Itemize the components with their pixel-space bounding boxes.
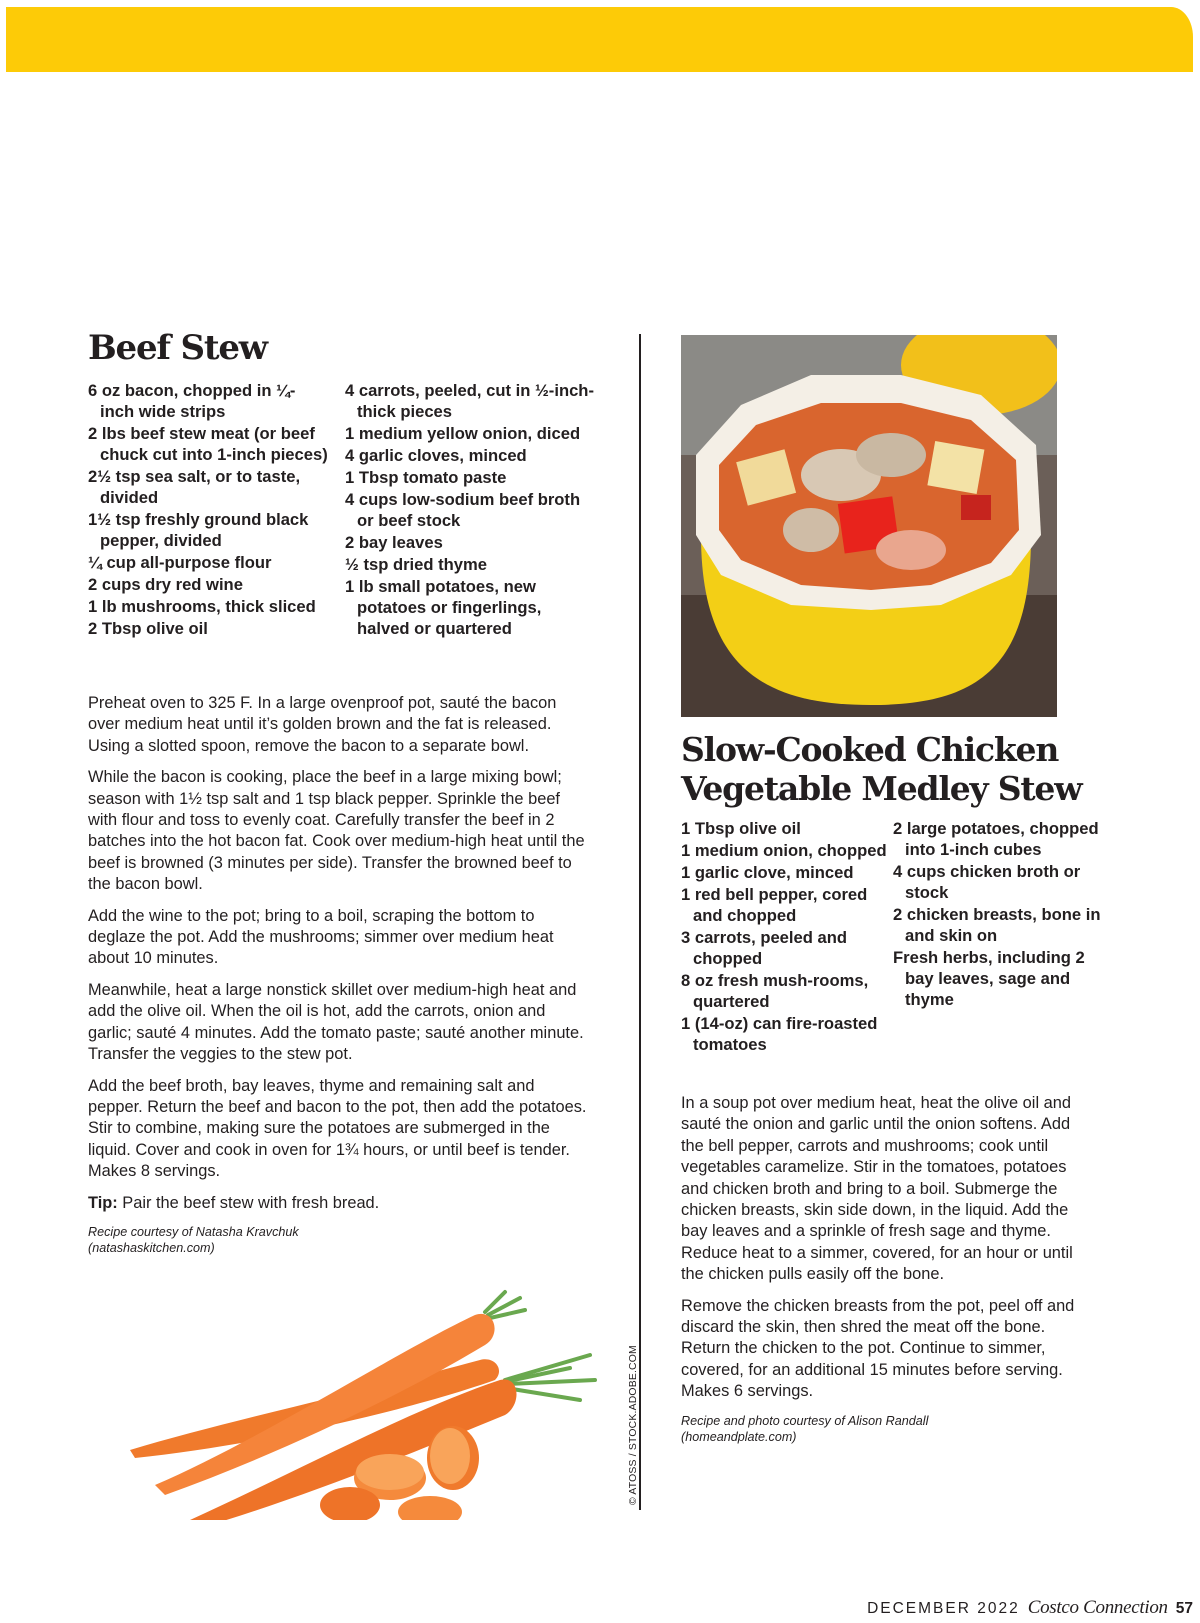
ingredient: 1 Tbsp olive oil (681, 819, 801, 838)
direction-step: Preheat oven to 325 F. In a large ovenproof pot, sauté the bacon over medium heat until it’s golden brown and the fat is released. Using a slotted spoon, remove the bacon to a separate bowl. (88, 694, 557, 755)
chicken-ingredients-col2 (893, 818, 1103, 1011)
beef-ingredients-col2 (345, 380, 595, 640)
title-line: Slow-Cooked Chicken (681, 730, 1059, 769)
title-line: Vegetable Medley Stew (681, 769, 1082, 808)
chicken-stew-title (681, 730, 1111, 808)
direction-step: Remove the chicken breasts from the pot, peel off and discard the skin, then shred the meat off the bone. Return the chicken to the pot. Continue to simmer, covered, for an additional 15 minutes before serving. Makes 6 servings. (681, 1296, 1075, 1401)
ingredient: 8 oz fresh mush-rooms, quartered (681, 971, 869, 1011)
beef-stew-tip (88, 1193, 588, 1214)
direction-step: Add the beef broth, bay leaves, thyme and remaining salt and pepper. Return the beef and bacon to the pot, then add the potatoes. Stir to combine, making sure the potatoes are submerged in the liquid. Cover and cook in oven for 1¾ hours, or until beef is tender. Makes 8 servings. (88, 1076, 587, 1181)
ingredient: 1 garlic clove, minced (681, 863, 854, 882)
credit-website: (homeandplate.com) (681, 1429, 797, 1444)
beef-stew-directions (88, 693, 588, 1256)
ingredient: 2 lbs beef stew meat (or beef chuck cut into 1-inch pieces) (88, 424, 328, 464)
chicken-ingredients-col1 (681, 818, 891, 1056)
ingredient: ¼ cup all-purpose flour (88, 553, 272, 572)
carrots-photo (110, 1280, 610, 1520)
ingredient: 2 large potatoes, chopped into 1-inch cubes (893, 819, 1099, 859)
ingredient: 1 lb small potatoes, new potatoes or fingerlings, halved or quartered (345, 577, 542, 638)
ingredient: 1 (14-oz) can fire-roasted tomatoes (681, 1014, 878, 1054)
credit-author: Recipe courtesy of Natasha Kravchuk (88, 1224, 299, 1239)
magazine-name: Costco Connection (1027, 1597, 1168, 1618)
page-footer (867, 1597, 1193, 1619)
tip-text: Pair the beef stew with fresh bread. (117, 1193, 380, 1212)
tip-label: Tip: (88, 1193, 118, 1212)
chicken-stew-credit (681, 1413, 1081, 1445)
issue-date: DECEMBER 2022 (867, 1600, 1020, 1617)
credit-author: Recipe and photo courtesy of Alison Randall (681, 1413, 929, 1428)
credit-website: (natashaskitchen.com) (88, 1240, 215, 1255)
ingredient: 1 Tbsp tomato paste (345, 468, 507, 487)
ingredient: 2½ tsp sea salt, or to taste, divided (88, 467, 301, 507)
ingredient: 4 carrots, peeled, cut in ½-inch-thick pieces (345, 381, 594, 421)
ingredient: 6 oz bacon, chopped in ¼-inch wide strips (88, 381, 296, 421)
ingredient: Fresh herbs, including 2 bay leaves, sage and thyme (893, 948, 1085, 1009)
chicken-stew-photo (681, 335, 1057, 717)
header-color-bar (6, 7, 1193, 72)
chicken-stew-directions (681, 1093, 1081, 1445)
column-divider (639, 334, 641, 1510)
ingredient: 2 bay leaves (345, 533, 443, 552)
ingredient: 2 cups dry red wine (88, 575, 243, 594)
beef-ingredients-col1 (88, 380, 328, 640)
ingredient: 3 carrots, peeled and chopped (681, 928, 848, 968)
direction-step: Meanwhile, heat a large nonstick skillet over medium-high heat and add the olive oil. When the oil is hot, add the carrots, onion and garlic; sauté 4 minutes. Add the tomato paste; sauté another minute. Transfer the veggies to the stew pot. (88, 980, 584, 1064)
ingredient: ½ tsp dried thyme (345, 555, 488, 574)
ingredient: 1½ tsp freshly ground black pepper, divided (88, 510, 309, 550)
page-number: 57 (1175, 1600, 1193, 1617)
beef-stew-credit (88, 1224, 588, 1256)
direction-step: In a soup pot over medium heat, heat the olive oil and sauté the onion and garlic until the onion softens. Add the bell pepper, carrots and mushrooms; cook until vegetables caramelize. Stir in the tomatoes, potatoes and chicken broth and bring to a boil. Submerge the chicken breasts, skin side down, in the liquid. Add the bay leaves and a sprinkle of fresh sage and thyme. Reduce heat to a simmer, covered, for an hour or until the chicken pulls easily off the bone. (681, 1094, 1073, 1284)
direction-step: While the bacon is cooking, place the beef in a large mixing bowl; season with 1½ tsp salt and 1 tsp black pepper. Sprinkle the beef with flour and toss to evenly coat. Carefully transfer the beef in 2 batches into the hot bacon fat. Cook over medium-high heat until the beef is browned (3 minutes per side). Transfer the browned beef to the bacon bowl. (88, 768, 585, 894)
direction-step: Add the wine to the pot; bring to a boil, scraping the bottom to deglaze the pot. Add the mushrooms; simmer over medium heat about 10 minutes. (88, 906, 554, 968)
ingredient: 1 medium yellow onion, diced (345, 424, 581, 443)
ingredient: 4 garlic cloves, minced (345, 446, 527, 465)
ingredient: 4 cups low-sodium beef broth or beef stock (345, 490, 581, 530)
ingredient: 2 Tbsp olive oil (88, 619, 208, 638)
photo-credit: © ATOSS / STOCK.ADOBE.COM (628, 1345, 639, 1505)
ingredient: 2 chicken breasts, bone in and skin on (893, 905, 1101, 945)
ingredient: 1 lb mushrooms, thick sliced (88, 597, 316, 616)
stew-bowl-illustration (681, 335, 1057, 717)
ingredient: 1 red bell pepper, cored and chopped (681, 885, 868, 925)
ingredient: 1 medium onion, chopped (681, 841, 887, 860)
beef-stew-title: Beef Stew (88, 328, 267, 368)
ingredient: 4 cups chicken broth or stock (893, 862, 1081, 902)
